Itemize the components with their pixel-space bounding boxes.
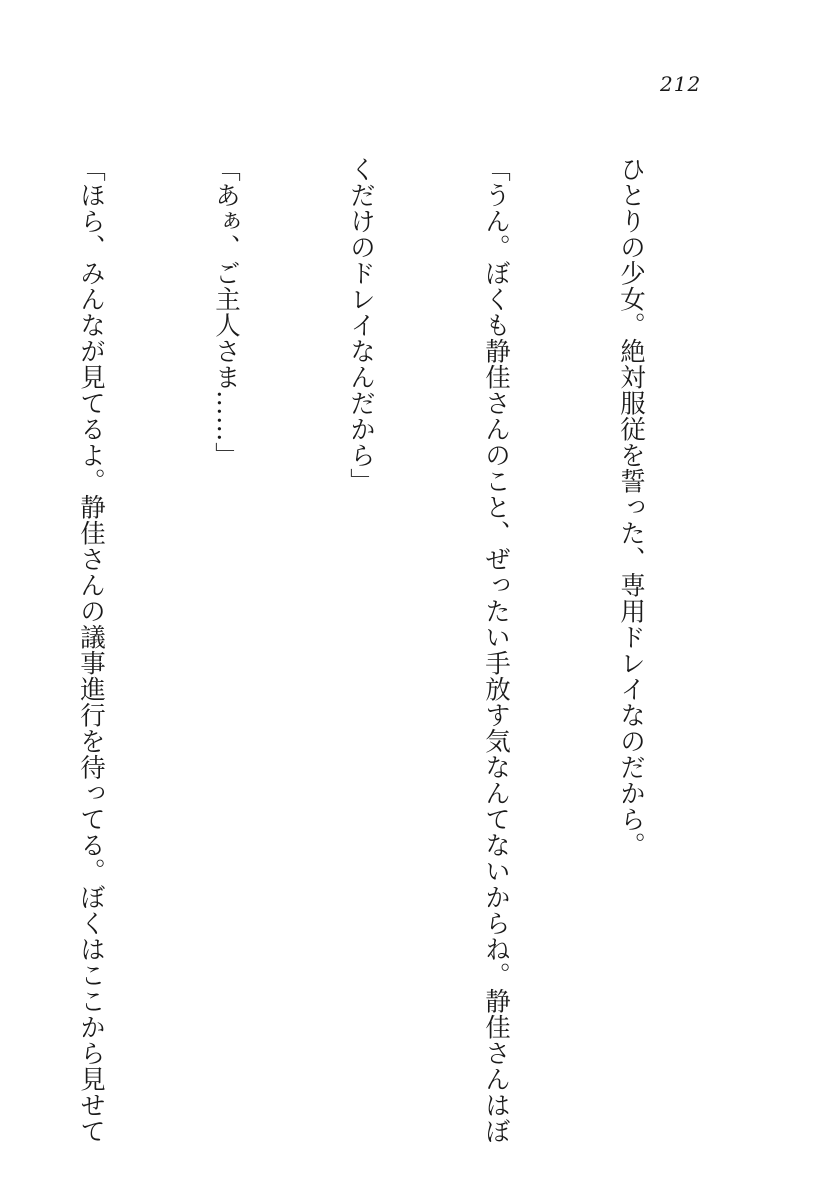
text-line: 「うん。ぼくも静佳さんのこと、ぜったい手放す気なんてないからね。静佳さんはぼ <box>481 156 511 1144</box>
page-number: 212 <box>660 72 702 96</box>
text-line: 「ほら、みんなが見てるよ。静佳さんの議事進行を待ってる。ぼくはここから見せて <box>76 156 106 1144</box>
text-line: ひとりの少女。絶対服従を誓った、専用ドレイなのだから。 <box>616 156 646 858</box>
text-line: くだけのドレイなんだから」 <box>346 156 376 494</box>
body-text <box>0 156 743 1144</box>
text-line: 「あぁ、ご主人さま……」 <box>211 156 241 468</box>
